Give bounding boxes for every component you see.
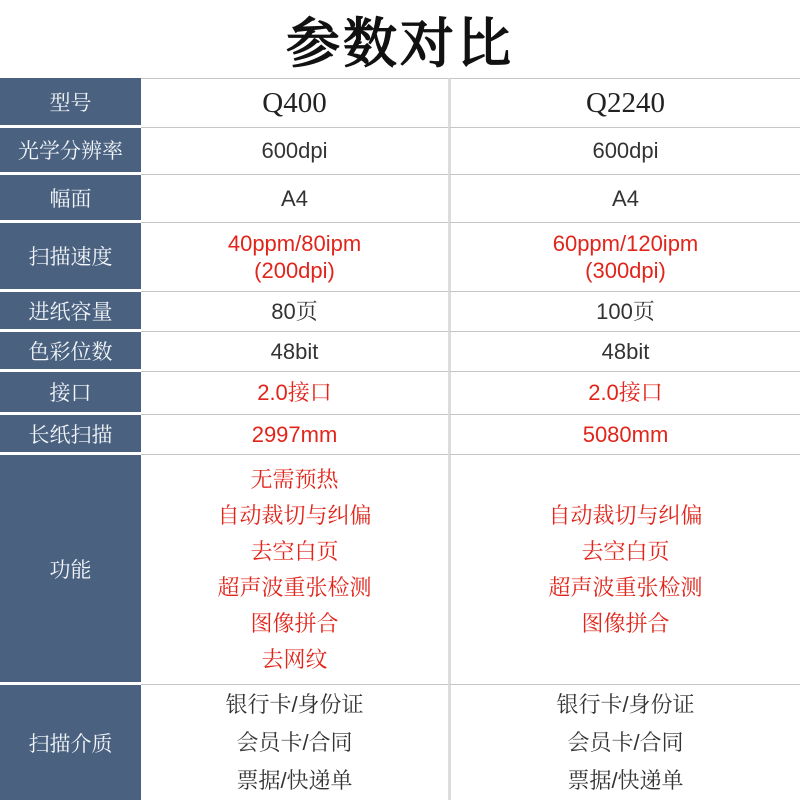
table-row-interface <box>0 372 800 415</box>
table-row-features <box>0 455 800 685</box>
value-q400-format: A4 <box>141 175 448 223</box>
value-q400-capacity: 80页 <box>141 292 448 332</box>
value-q2240-resolution: 600dpi <box>448 128 800 175</box>
table-row-media <box>0 685 800 800</box>
row-label-model: 型号 <box>0 78 141 128</box>
row-label-capacity: 进纸容量 <box>0 292 141 332</box>
value-q400-media: 银行卡/身份证 会员卡/合同 票据/快递单 <box>141 685 448 800</box>
value-q2240-capacity: 100页 <box>448 292 800 332</box>
page-title: 参数对比 <box>286 13 514 74</box>
table-row-capacity <box>0 292 800 332</box>
comparison-table <box>0 78 800 800</box>
row-label-longpaper: 长纸扫描 <box>0 415 141 455</box>
value-q400-speed: 40ppm/80ipm (200dpi) <box>141 223 448 292</box>
value-q400-resolution: 600dpi <box>141 128 448 175</box>
table-row-model <box>0 78 800 128</box>
value-q2240-longpaper: 5080mm <box>448 415 800 455</box>
value-q2240-model: Q2240 <box>448 78 800 128</box>
table-row-longpaper <box>0 415 800 455</box>
table-row-resolution <box>0 128 800 175</box>
row-label-features: 功能 <box>0 455 141 685</box>
value-q2240-format: A4 <box>448 175 800 223</box>
row-label-format: 幅面 <box>0 175 141 223</box>
table-row-speed <box>0 223 800 292</box>
row-label-colordepth: 色彩位数 <box>0 332 141 372</box>
value-q2240-colordepth: 48bit <box>448 332 800 372</box>
value-q400-colordepth: 48bit <box>141 332 448 372</box>
table-row-colordepth <box>0 332 800 372</box>
row-label-resolution: 光学分辨率 <box>0 128 141 175</box>
row-label-media: 扫描介质 <box>0 685 141 800</box>
value-q2240-media: 银行卡/身份证 会员卡/合同 票据/快递单 <box>448 685 800 800</box>
value-q2240-speed: 60ppm/120ipm (300dpi) <box>448 223 800 292</box>
row-label-speed: 扫描速度 <box>0 223 141 292</box>
value-q2240-interface: 2.0接口 <box>448 372 800 415</box>
value-q400-interface: 2.0接口 <box>141 372 448 415</box>
value-q400-model: Q400 <box>141 78 448 128</box>
value-q400-features: 无需预热 自动裁切与纠偏 去空白页 超声波重张检测 图像拼合 去网纹 <box>141 455 448 685</box>
value-q400-longpaper: 2997mm <box>141 415 448 455</box>
row-label-interface: 接口 <box>0 372 141 415</box>
value-q2240-features: 自动裁切与纠偏 去空白页 超声波重张检测 图像拼合 <box>448 455 800 685</box>
table-row-format <box>0 175 800 223</box>
